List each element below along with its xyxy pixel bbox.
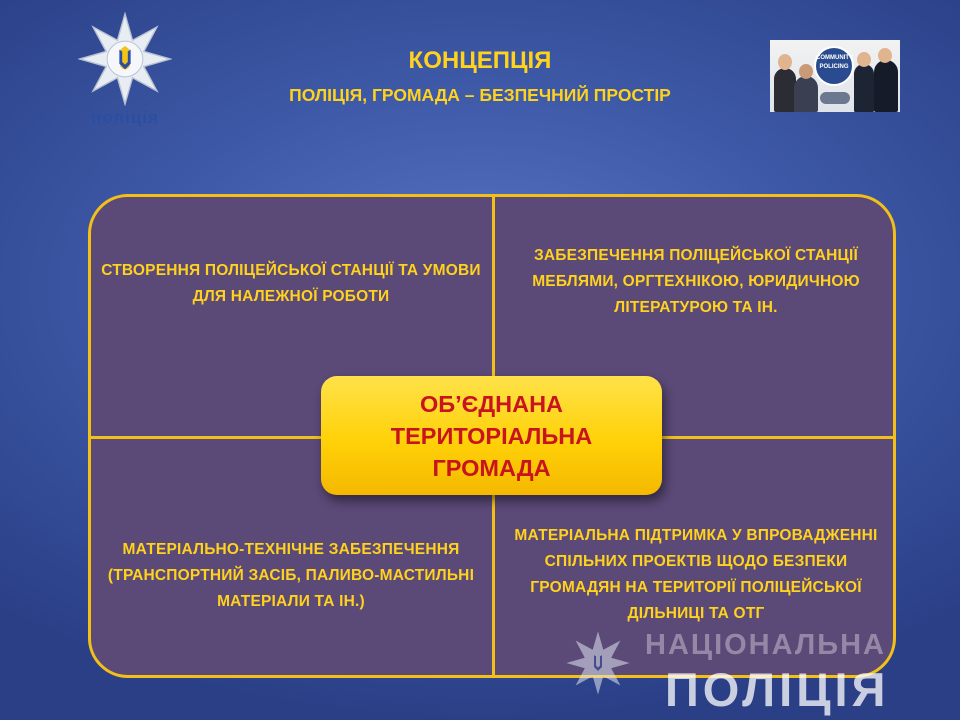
center-line-2: ТЕРИТОРІАЛЬНА — [390, 422, 593, 449]
police-logo — [70, 12, 180, 127]
community-policing-photo — [770, 40, 900, 112]
united-territorial-community-box — [321, 376, 662, 495]
center-line-1: ОБ’ЄДНАНА — [419, 390, 564, 417]
watermark-top-text: НАЦІОНАЛЬНА — [645, 629, 887, 661]
page-subtitle: ПОЛІЦІЯ, ГРОМАДА – БЕЗПЕЧНИЙ ПРОСТІР — [289, 85, 671, 105]
community-policing-badge — [814, 46, 854, 86]
police-star-watermark-icon — [565, 630, 631, 696]
national-police-watermark — [565, 628, 925, 720]
police-logo-word: поліція — [91, 108, 159, 127]
center-line-3: ГРОМАДА — [432, 454, 551, 481]
quadrant-bottom-right: МАТЕРІАЛЬНА ПІДТРИМКА У ВПРОВАДЖЕННІ СПІЛЬНИХ ПРОЕКТІВ ЩОДО БЕЗПЕКИ ГРОМАДЯН НА ТЕРИТОРІЇ ПОЛІЦЕЙСЬКОЇ ДІЛЬНИЦІ ТА ОТГ — [514, 527, 878, 622]
quadrant-bottom-left: МАТЕРІАЛЬНО-ТЕХНІЧНЕ ЗАБЕЗПЕЧЕННЯ (ТРАНСПОРТНИЙ ЗАСІБ, ПАЛИВО-МАСТИЛЬНІ МАТЕРІАЛИ ТА ІН.) — [107, 541, 475, 610]
police-star-icon — [78, 12, 172, 106]
quadrant-top-left: СТВОРЕННЯ ПОЛІЦЕЙСЬКОЇ СТАНЦІЇ ТА УМОВИ ДЛЯ НАЛЕЖНОЇ РОБОТИ — [101, 262, 481, 305]
page-title: КОНЦЕПЦІЯ — [408, 47, 552, 74]
watermark-bottom-text: ПОЛІЦІЯ — [665, 663, 890, 716]
handshake — [820, 92, 850, 104]
badge-text: COMMUNITY POLICING — [816, 55, 853, 70]
quadrant-top-right: ЗАБЕЗПЕЧЕННЯ ПОЛІЦЕЙСЬКОЇ СТАНЦІЇ МЕБЛЯМИ, ОРГТЕХНІКОЮ, ЮРИДИЧНОЮ ЛІТЕРАТУРОЮ ТА ІН. — [532, 247, 860, 316]
